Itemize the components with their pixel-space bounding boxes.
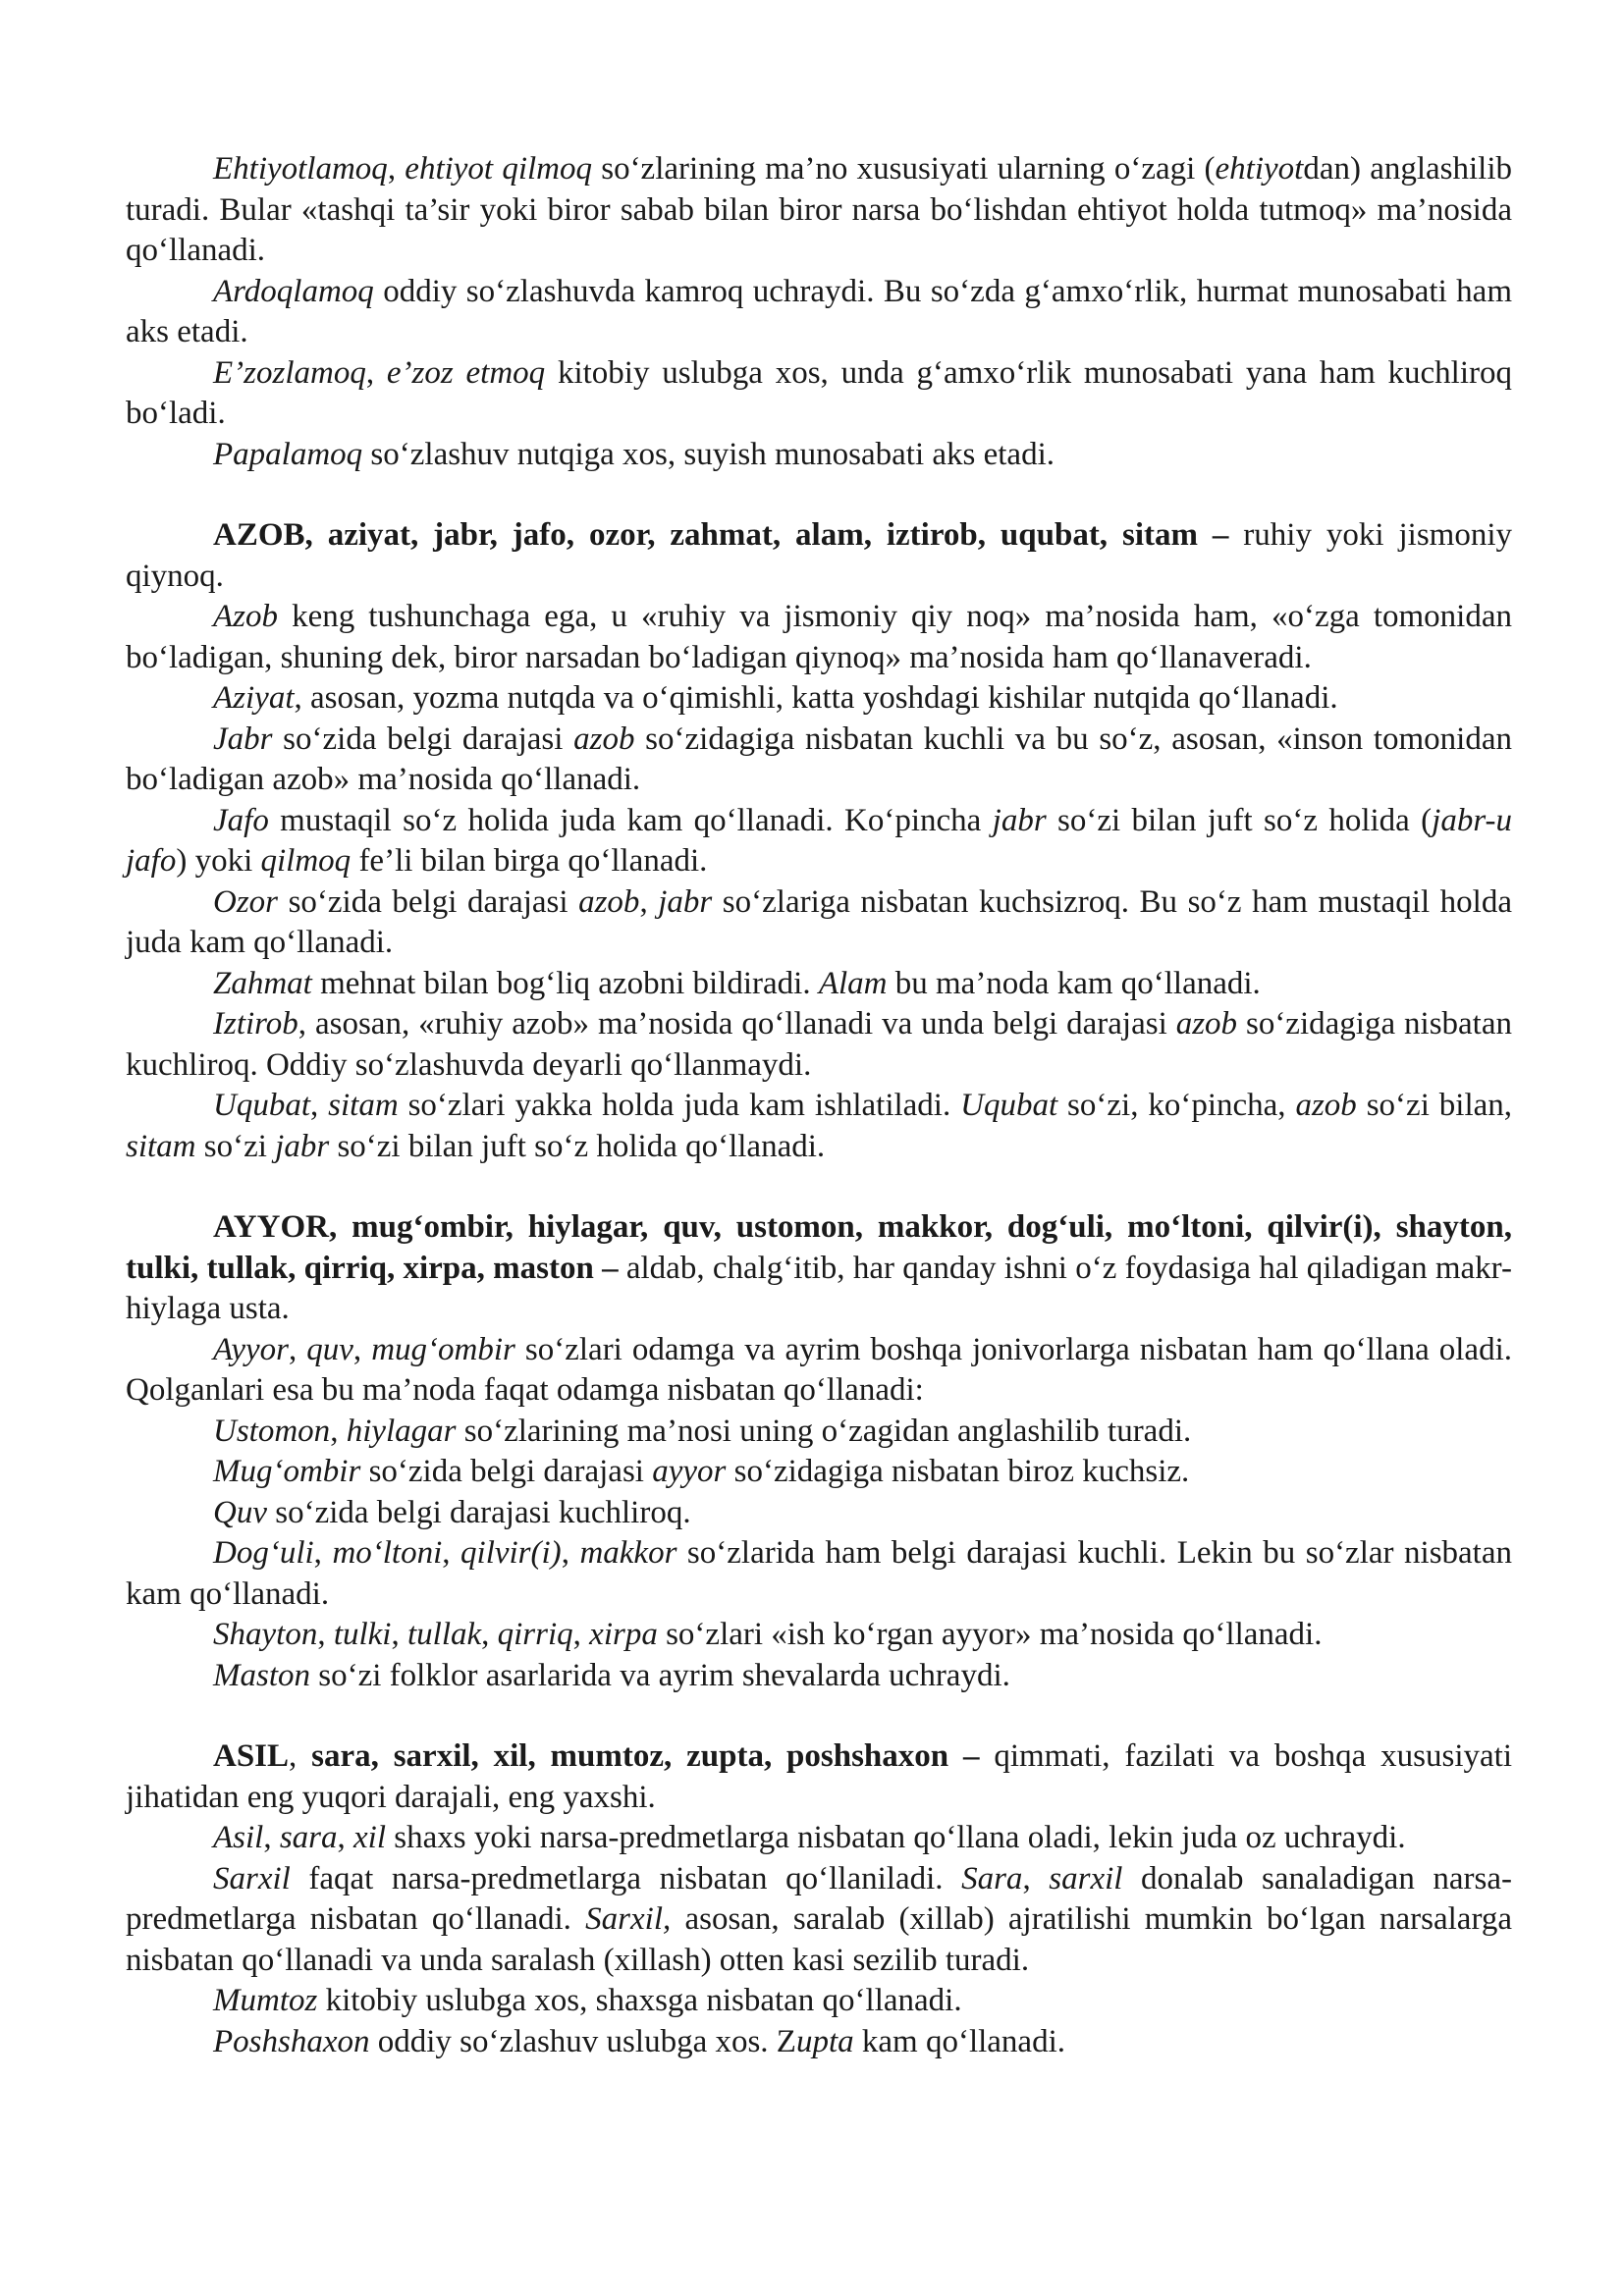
paragraph-gap bbox=[126, 1167, 1512, 1207]
text-run: so‘zlarining ma’nosi uning o‘zagidan anglashilib turadi. bbox=[456, 1413, 1192, 1449]
body-paragraph bbox=[126, 1981, 1512, 2022]
body-paragraph bbox=[126, 1615, 1512, 1656]
italic-term: Sarxil, bbox=[585, 1901, 672, 1937]
italic-term: xil bbox=[353, 1820, 387, 1855]
text-run: , bbox=[639, 883, 659, 920]
italic-term: azob bbox=[1175, 1006, 1238, 1041]
text-run: , bbox=[263, 1820, 280, 1855]
italic-term: sara bbox=[279, 1820, 338, 1855]
text-run: oddiy so‘zlashuvda kamroq uchraydi. Bu so‘zda g‘amxo‘rlik, hurmat munosabati ham aks etadi. bbox=[126, 273, 1512, 349]
italic-term: Ozor bbox=[213, 883, 279, 920]
text-run: , bbox=[288, 1331, 307, 1367]
text-run: aldab, chalg‘itib, har qanday ishni o‘z foydasiga hal qiladigan makr-hiylaga usta. bbox=[126, 1250, 1512, 1326]
text-run: so‘zlarining ma’no xususiyati ularning o‘zagi ( bbox=[592, 151, 1216, 187]
italic-term: Uqubat bbox=[213, 1088, 310, 1123]
italic-term: Asil bbox=[213, 1820, 264, 1855]
body-paragraph bbox=[126, 1493, 1512, 1534]
dictionary-entry-heading bbox=[126, 1207, 1512, 1330]
italic-term: qilvir(i) bbox=[460, 1535, 562, 1571]
italic-term: Maston bbox=[213, 1657, 310, 1693]
text-run: shaxs yoki narsa-predmetlarga nisbatan qo‘llana oladi, lekin juda oz uchraydi. bbox=[386, 1820, 1406, 1855]
text-run: so‘zidagiga nisbatan kuchli va bu so‘z, asosan, «inson tomonidan bo‘ladigan azob» ma’nosida qo‘llanadi. bbox=[126, 721, 1512, 797]
italic-term: Zahmat bbox=[213, 965, 312, 1001]
body-paragraph bbox=[126, 1818, 1512, 1859]
text-run: donalab sanaladigan narsa-predmetlarga nisbatan qo‘llanadi. bbox=[126, 1860, 1513, 1937]
body-paragraph bbox=[126, 353, 1512, 435]
text-run: , bbox=[365, 354, 387, 391]
italic-term: Sara bbox=[961, 1860, 1023, 1896]
headword-text: ASIL bbox=[213, 1738, 290, 1774]
body-paragraph bbox=[126, 1086, 1512, 1167]
body-paragraph bbox=[126, 801, 1512, 882]
italic-term: quv bbox=[306, 1331, 353, 1367]
text-run: oddiy so‘zlashuv uslubga xos. Z bbox=[369, 2023, 796, 2059]
italic-term: Jafo bbox=[213, 802, 269, 838]
italic-term: jabr bbox=[992, 802, 1047, 838]
italic-term: jabr bbox=[658, 883, 713, 920]
text-run: so‘zlashuv nutqiga xos, suyish munosabati aks etadi. bbox=[362, 436, 1055, 472]
italic-term: E’zozlamoq bbox=[213, 354, 366, 391]
italic-term: hiylagar bbox=[346, 1413, 457, 1449]
text-run: kitobiy uslubga xos, shaxsga nisbatan qo‘llanadi. bbox=[317, 1983, 962, 2018]
italic-term: Ardoqlamoq bbox=[213, 273, 374, 309]
text-run: mehnat bilan bog‘liq azobni bildiradi. bbox=[311, 965, 819, 1001]
italic-term: tullak bbox=[406, 1617, 482, 1652]
body-paragraph bbox=[126, 1412, 1512, 1453]
italic-term: Aziyat bbox=[213, 680, 295, 716]
italic-term: Jabr bbox=[213, 721, 273, 757]
italic-term: Ayyor bbox=[213, 1331, 289, 1367]
italic-term: azob bbox=[578, 883, 640, 920]
body-paragraph bbox=[126, 2022, 1512, 2063]
body-paragraph bbox=[126, 149, 1512, 272]
italic-term: sitam bbox=[126, 1128, 196, 1164]
text-run: , bbox=[572, 1617, 590, 1652]
italic-term: Dog‘uli bbox=[213, 1535, 314, 1571]
text-run: , bbox=[289, 1738, 312, 1774]
body-paragraph bbox=[126, 1452, 1512, 1493]
body-paragraph bbox=[126, 1533, 1512, 1615]
italic-term: jabr bbox=[275, 1128, 330, 1164]
headword-text: sara, sarxil, xil, mumtoz, zupta, poshshaxon – bbox=[311, 1738, 980, 1774]
text-run: so‘zidagiga nisbatan kuchliroq. Oddiy so‘zlashuvda deyarli qo‘llanmaydi. bbox=[126, 1006, 1512, 1083]
italic-term: mug‘ombir bbox=[371, 1331, 515, 1367]
italic-term: e’zoz etmoq bbox=[386, 354, 546, 391]
italic-term: tulki bbox=[333, 1617, 392, 1652]
body-paragraph bbox=[126, 964, 1512, 1005]
body-paragraph bbox=[126, 1004, 1512, 1086]
text-run: , asosan, yozma nutqda va o‘qimishli, katta yoshdagi kishilar nutqida qo‘llanadi. bbox=[294, 680, 1338, 716]
italic-term: azob bbox=[1295, 1088, 1357, 1123]
text-run: , asosan, «ruhiy azob» ma’nosida qo‘llanadi va unda belgi darajasi bbox=[298, 1006, 1176, 1041]
text-run: so‘zidagiga nisbatan biroz kuchsiz. bbox=[726, 1454, 1190, 1489]
italic-term: Azob bbox=[213, 599, 278, 634]
text-run: qimmati, fazilati va boshqa xususiyati jihatidan eng yuqori darajali, eng yaxshi. bbox=[126, 1738, 1512, 1815]
text-run: so‘zida belgi darajasi bbox=[360, 1454, 653, 1489]
text-run: so‘zi folklor asarlarida va ayrim shevalarda uchraydi. bbox=[310, 1657, 1010, 1693]
text-run: , bbox=[561, 1535, 580, 1571]
text-run: kam qo‘llanadi. bbox=[853, 2023, 1065, 2059]
italic-term: Mug‘ombir bbox=[213, 1454, 361, 1489]
italic-term: Ustomon bbox=[213, 1413, 331, 1449]
text-run: so‘zida belgi darajasi bbox=[278, 883, 579, 920]
text-run: keng tushunchaga ega, u «ruhiy va jismoniy qiy noq» ma’nosida ham, «o‘zga tomonidan bo‘ladigan, shuning dek, biror narsadan bo‘ladigan qiynoq» ma’nosida ham qo‘llanaveradi. bbox=[126, 599, 1512, 675]
headword-text: AYYOR, mug‘ombir, hiylagar, quv, ustomon, makkor, dog‘uli, mo‘ltoni, qilvir(i), shayton, tulki, tullak, qirriq, xirpa, maston – bbox=[126, 1209, 1512, 1286]
text-run: , bbox=[442, 1535, 461, 1571]
body-paragraph bbox=[126, 720, 1512, 801]
italic-term: Quv bbox=[213, 1494, 267, 1530]
text-run: so‘zida belgi darajasi bbox=[272, 721, 574, 757]
italic-term: qilmoq bbox=[260, 843, 352, 879]
body-paragraph bbox=[126, 1330, 1512, 1412]
body-paragraph bbox=[126, 435, 1512, 476]
text-run: , bbox=[317, 1617, 334, 1652]
dictionary-entry-heading bbox=[126, 515, 1512, 597]
paragraph-gap bbox=[126, 475, 1512, 515]
text-run: so‘zlari odamga va ayrim boshqa jonivorlarga nisbatan ham qo‘llana oladi. Qolganlari esa bu ma’noda faqat odamga nisbatan qo‘llanadi: bbox=[126, 1331, 1512, 1408]
italic-term: Papalamoq bbox=[213, 436, 363, 472]
italic-term: Alam bbox=[818, 965, 888, 1001]
italic-term: azob bbox=[573, 721, 635, 757]
text-run: , bbox=[310, 1088, 329, 1123]
text-run: ruhiy yoki jismoniy qiynoq. bbox=[126, 517, 1512, 594]
italic-term: makkor bbox=[579, 1535, 677, 1571]
text-run: faqat narsa-predmetlarga nisbatan qo‘llaniladi. bbox=[290, 1860, 962, 1896]
italic-term: ayyor bbox=[652, 1454, 727, 1489]
text-run: , bbox=[313, 1535, 333, 1571]
headword-text: AZOB, aziyat, jabr, jafo, ozor, zahmat, alam, iztirob, uqubat, sitam – bbox=[213, 517, 1229, 553]
italic-term: ehtiyot qilmoq bbox=[405, 151, 592, 187]
text-run: , bbox=[330, 1413, 347, 1449]
italic-term: sarxil bbox=[1049, 1860, 1123, 1896]
italic-term: jabr-u jafo bbox=[126, 802, 1512, 879]
italic-term: Poshshaxon bbox=[213, 2023, 370, 2059]
text-run: kitobiy uslubga xos, unda g‘amxo‘rlik munosabati yana ham kuchliroq bo‘ladi. bbox=[126, 354, 1513, 431]
paragraph-gap bbox=[126, 1696, 1512, 1736]
italic-term: xirpa bbox=[589, 1617, 658, 1652]
text-run: so‘zlari «ish ko‘rgan ayyor» ma’nosida qo‘llanadi. bbox=[657, 1617, 1323, 1652]
text-run: so‘zi bbox=[195, 1128, 276, 1164]
italic-term: ehtiyot bbox=[1215, 151, 1304, 187]
text-run: so‘zi bilan juft so‘z holida ( bbox=[1046, 802, 1433, 838]
text-run: , bbox=[391, 1617, 407, 1652]
text-run: so‘zi, ko‘pincha, bbox=[1057, 1088, 1296, 1123]
text-run: so‘zida belgi darajasi kuchliroq. bbox=[266, 1494, 691, 1530]
body-paragraph bbox=[126, 597, 1512, 678]
italic-term: Shayton bbox=[213, 1617, 318, 1652]
text-run: asosan, saralab (xillab) ajratilishi mumkin bo‘lgan narsalarga nisbatan qo‘llanadi va unda saralash (xillash) otten kasi sezilib turadi. bbox=[126, 1901, 1512, 1978]
italic-term: Sarxil bbox=[213, 1860, 291, 1896]
body-paragraph bbox=[126, 1859, 1512, 1982]
text-run: , bbox=[352, 1331, 372, 1367]
text-run: , bbox=[1022, 1860, 1050, 1896]
italic-term: Iztirob bbox=[213, 1006, 298, 1041]
text-run: so‘zlarida ham belgi darajasi kuchli. Lekin bu so‘zlar nisbatan kam qo‘llanadi. bbox=[126, 1535, 1512, 1612]
body-paragraph bbox=[126, 882, 1512, 964]
text-run: , bbox=[387, 151, 406, 187]
italic-term: Uqubat bbox=[960, 1088, 1058, 1123]
text-run: , bbox=[481, 1617, 498, 1652]
text-run: so‘zlariga nisbatan kuchsizroq. Bu so‘z ham mustaqil holda juda kam qo‘llanadi. bbox=[126, 883, 1512, 960]
italic-term: qirriq bbox=[497, 1617, 573, 1652]
text-run: fe’li bilan birga qo‘llanadi. bbox=[351, 843, 708, 879]
italic-term: upta bbox=[795, 2023, 854, 2059]
text-run: ) yoki bbox=[176, 843, 261, 879]
text-run: bu ma’noda kam qo‘llanadi. bbox=[887, 965, 1261, 1001]
text-run: so‘zlari yakka holda juda kam ishlatiladi. bbox=[398, 1088, 961, 1123]
body-paragraph bbox=[126, 678, 1512, 720]
dictionary-entry-heading bbox=[126, 1736, 1512, 1818]
text-run: so‘zi bilan juft so‘z holida qo‘llanadi. bbox=[329, 1128, 826, 1164]
body-paragraph bbox=[126, 1656, 1512, 1697]
text-run: mustaqil so‘z holida juda kam qo‘llanadi. Ko‘pincha bbox=[268, 802, 993, 838]
italic-term: Mumtoz bbox=[213, 1983, 318, 2018]
italic-term: Ehtiyotlamoq bbox=[213, 151, 388, 187]
italic-term: sitam bbox=[328, 1088, 399, 1123]
text-run: dan) anglashilib turadi. Bular «tashqi ta’sir yoki biror sabab bilan biror narsa bo‘lishdan ehtiyot holda tutmoq» ma’nosida qo‘llanadi. bbox=[126, 151, 1513, 268]
body-paragraph bbox=[126, 272, 1512, 353]
italic-term: mo‘ltoni bbox=[332, 1535, 443, 1571]
text-run: , bbox=[337, 1820, 354, 1855]
text-run: so‘zi bilan, bbox=[1356, 1088, 1513, 1123]
document-page bbox=[126, 149, 1512, 2062]
